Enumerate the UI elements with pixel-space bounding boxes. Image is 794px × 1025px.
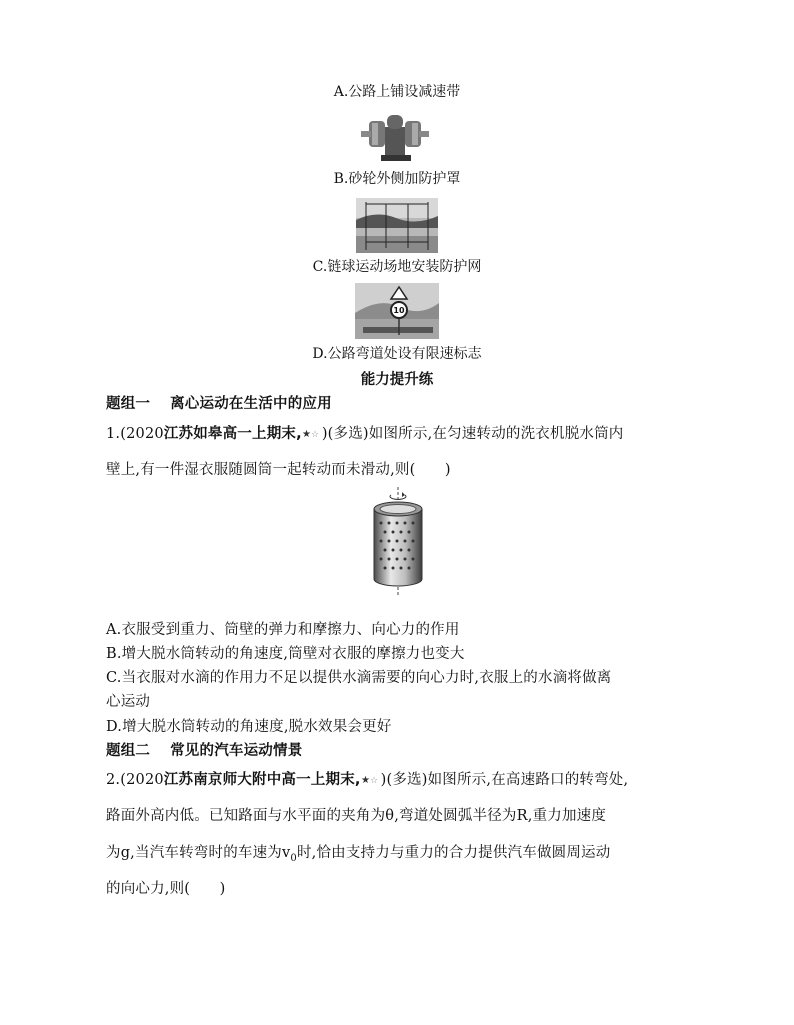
q2-line3-b: 时,恰由支持力与重力的合力提供汽车做圆周运动 <box>296 845 611 861</box>
q1-source: 江苏如皋高一上期末, <box>163 426 302 442</box>
svg-text:☆: ☆ <box>310 430 320 439</box>
q2-line4: 的向心力,则( ) <box>106 881 226 897</box>
caption-option-c: C.链球运动场地安装防护网 <box>312 259 482 275</box>
group2-label: 题组二 <box>106 743 151 759</box>
caption-option-d: D.公路弯道处设有限速标志 <box>312 346 482 362</box>
q1-line2: 壁上,有一件湿衣服随圆筒一起转动而未滑动,则( ) <box>106 462 451 478</box>
q1-option-d: D.增大脱水筒转动的角速度,脱水效果会更好 <box>106 719 392 735</box>
speed-sign-photo <box>355 283 439 339</box>
svg-text:★: ★ <box>360 775 370 785</box>
svg-text:☆: ☆ <box>369 776 378 785</box>
cage-photo <box>356 198 438 253</box>
group2-title: 常见的汽车运动情景 <box>170 743 303 759</box>
group2-header <box>106 739 302 760</box>
q1-line1 <box>106 422 624 443</box>
q1-option-c-line1: C.当衣服对水滴的作用力不足以提供水滴需要的向心力时,衣服上的水滴将做离 <box>106 670 612 686</box>
q2-line2: 路面外高内低。已知路面与水平面的夹角为θ,弯道处圆弧半径为R,重力加速度 <box>106 808 607 824</box>
q1-prefix: 1.(2020 <box>106 426 164 442</box>
section-title: 能力提升练 <box>360 372 434 388</box>
q2-line3 <box>106 841 610 864</box>
q2-line1-rest: )(多选)如图所示,在高速路口的转弯处, <box>380 772 629 788</box>
q2-prefix: 2.(2020 <box>106 772 164 788</box>
group1-title: 离心运动在生活中的应用 <box>170 396 332 412</box>
q2-source: 江苏南京师大附中高一上期末, <box>163 772 361 788</box>
q2-line3-a: 为g,当汽车转弯时的车速为v <box>106 845 291 861</box>
spin-drum-figure <box>363 487 433 597</box>
q2-line3-sub: 0 <box>290 852 297 864</box>
q1-option-b: B.增大脱水筒转动的角速度,筒壁对衣服的摩擦力也变大 <box>106 646 465 662</box>
q2-line1 <box>106 768 628 789</box>
q1-line1-rest: )(多选)如图所示,在匀速转动的洗衣机脱水筒内 <box>321 426 624 442</box>
group1-header <box>106 392 332 413</box>
speed-sign-number: 10 <box>393 306 405 315</box>
q1-option-c-line2: 心运动 <box>106 694 151 710</box>
caption-option-b: B.砂轮外侧加防护罩 <box>333 171 461 187</box>
difficulty-stars-icon <box>302 427 322 439</box>
difficulty-stars-icon <box>361 773 381 785</box>
group1-label: 题组一 <box>106 396 151 412</box>
grinder-photo <box>357 113 433 163</box>
caption-option-a: A.公路上铺设减速带 <box>333 84 461 100</box>
svg-text:★: ★ <box>301 429 311 439</box>
q1-option-a: A.衣服受到重力、筒壁的弹力和摩擦力、向心力的作用 <box>106 622 460 638</box>
